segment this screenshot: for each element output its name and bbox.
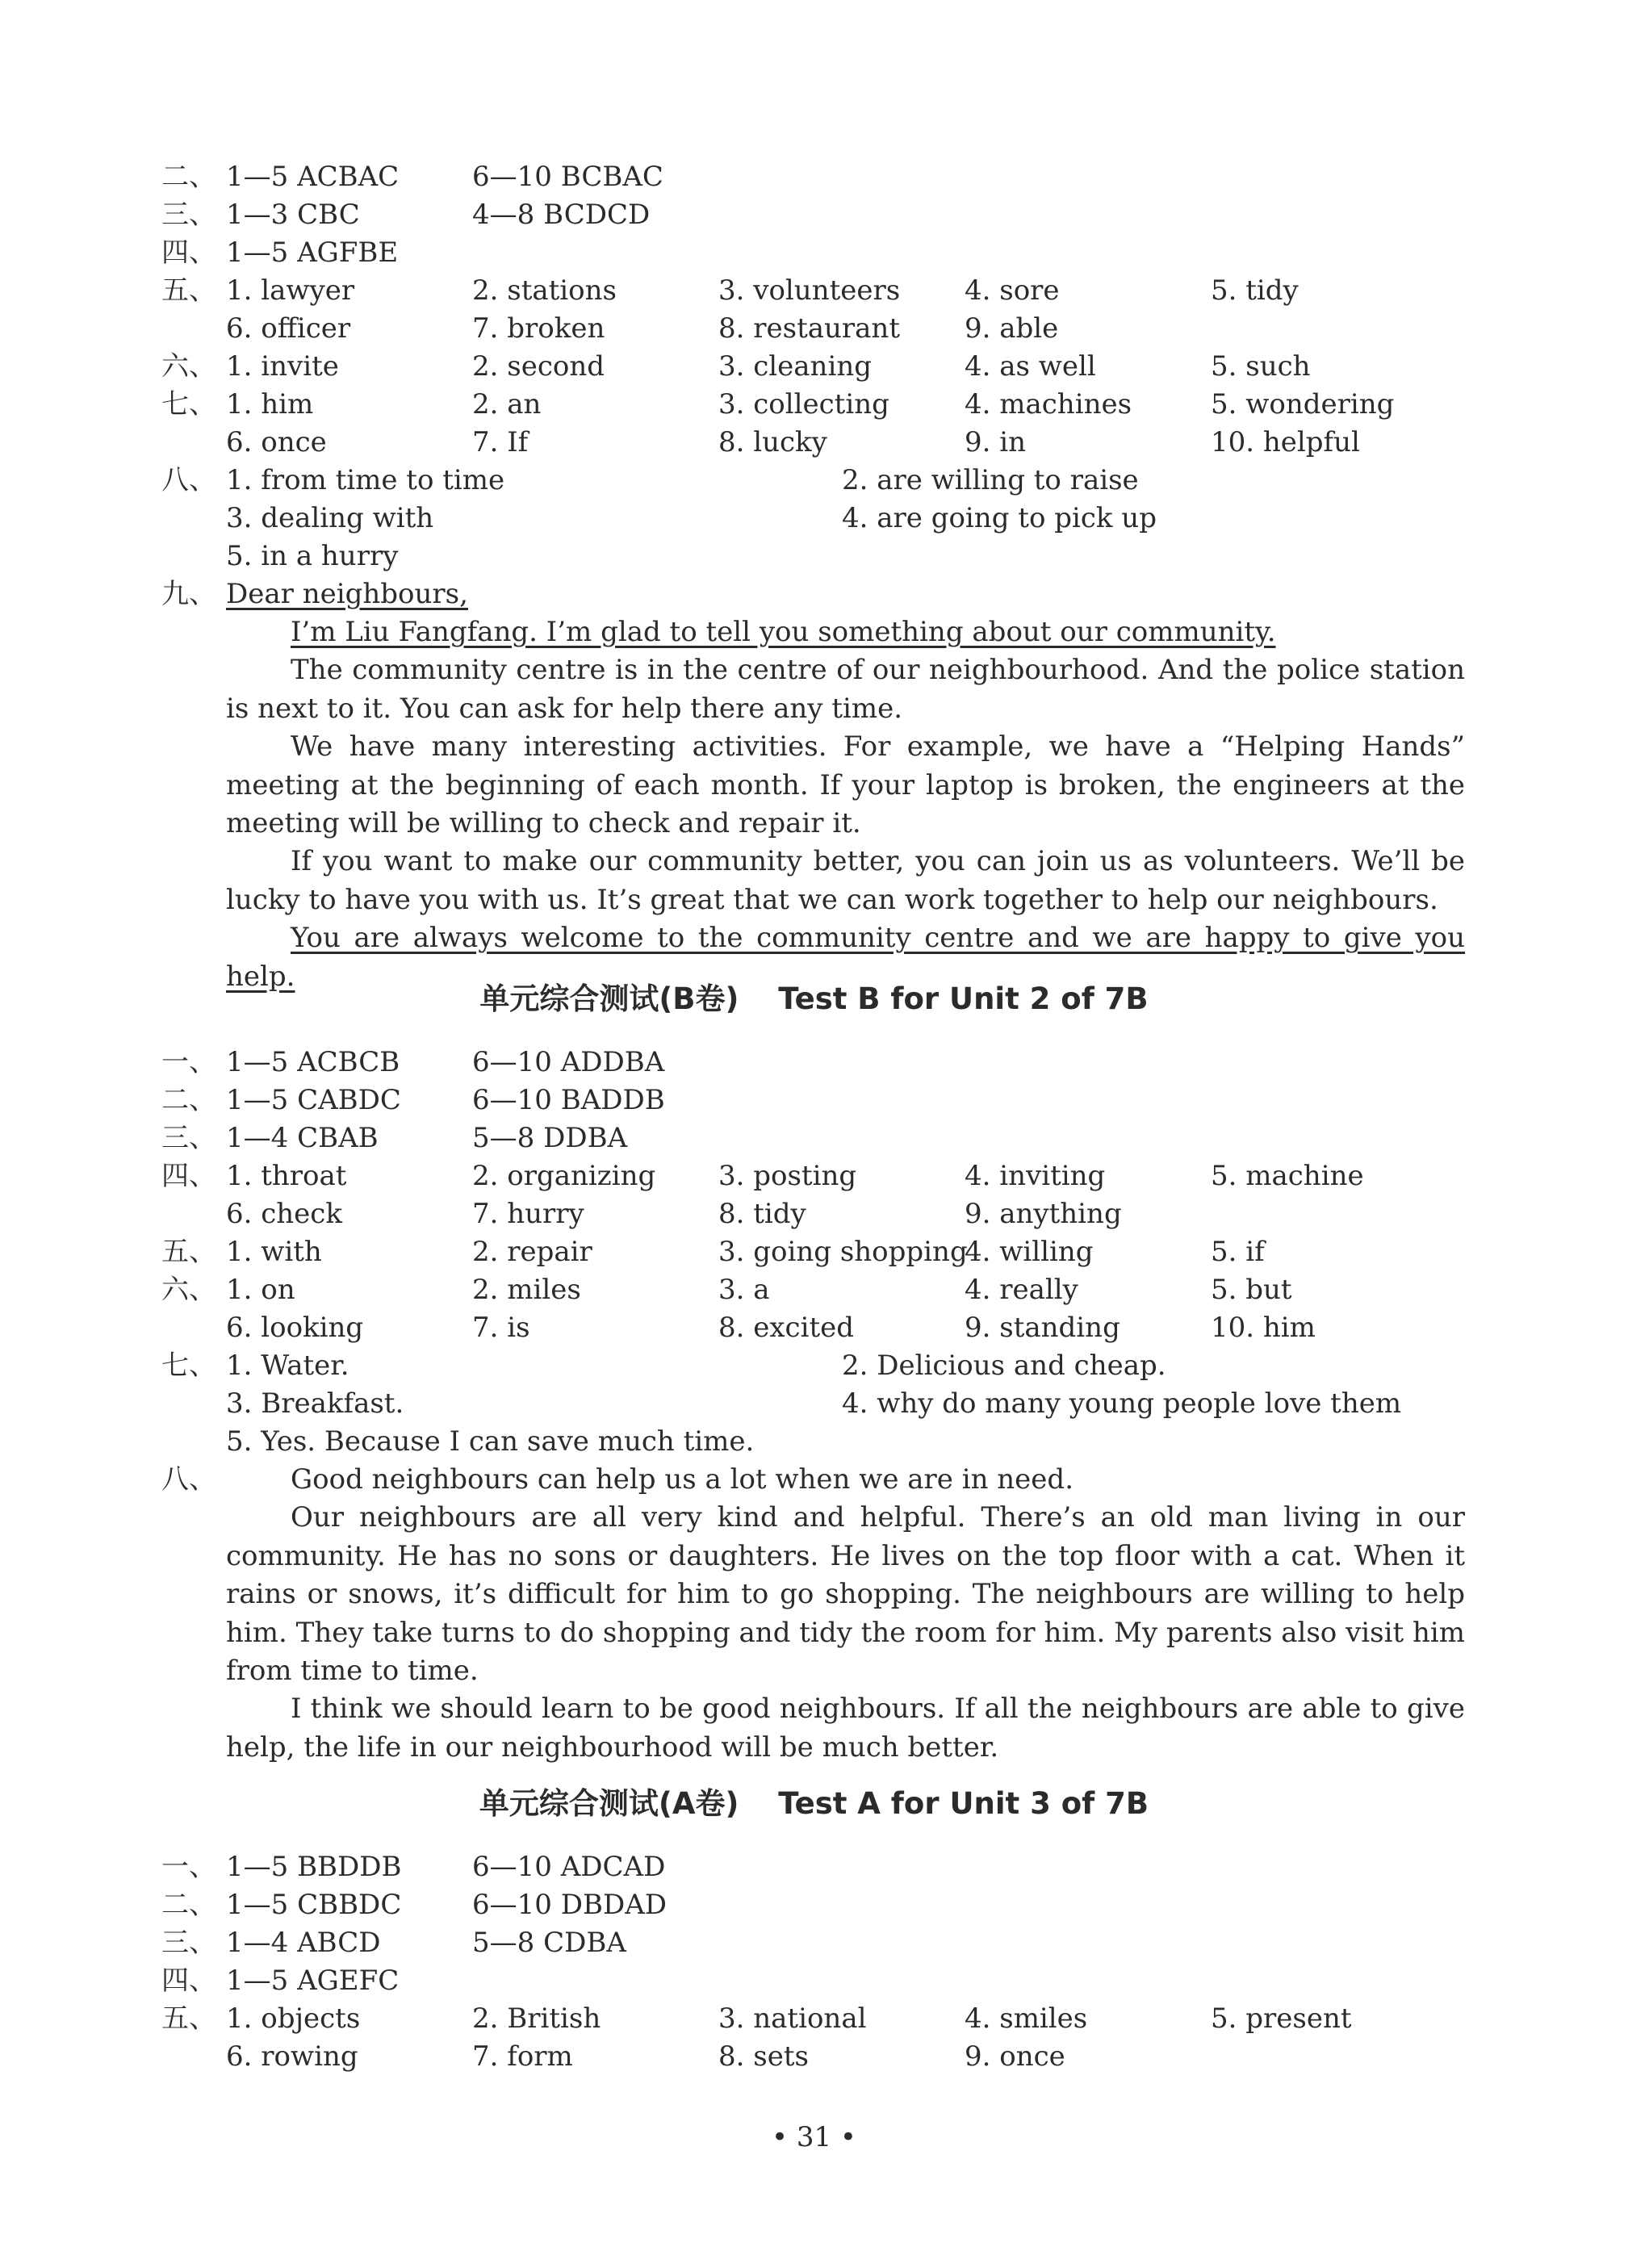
answer: 8. restaurant [718,312,900,345]
answer: 7. form [472,2040,573,2073]
answer: 5. but [1211,1274,1292,1306]
section-title-cn: 单元综合测试(A卷) [479,1786,739,1821]
answer: 4. as well [965,350,1096,383]
answer: 5—8 DDBA [472,1122,628,1154]
answer: 2. an [472,388,542,421]
essay-paragraph: If you want to make our community better, you can join us as volunteers. We’ll be lucky to have you with us. It’s great that we can work together to help our neighbours. [226,845,1465,916]
answer: 1. throat [226,1160,347,1192]
essay-paragraph: We have many interesting activities. For example, we have a “Helping Hands” meeting at the beginning of each month. If your laptop is broken, the engineers at the meeting will be willing to check and repair it. [226,730,1465,840]
answer: 2. British [472,2002,601,2035]
answer: 2. miles [472,1274,581,1306]
question-label: 三、 [161,1122,216,1154]
answer: 8. excited [718,1312,855,1344]
answer: 4. are going to pick up [842,502,1157,534]
question-label: 五、 [161,2002,216,2035]
answer: 2. Delicious and cheap. [842,1350,1166,1382]
answer: 1. lawyer [226,274,355,307]
answer: 1. invite [226,350,339,383]
section-title-en: Test A for Unit 3 of 7B [778,1786,1149,1821]
answer: 1—5 BBDDB [226,1851,402,1883]
answer: 5. Yes. Because I can save much time. [226,1425,755,1458]
answer: 7. broken [472,312,605,345]
answer: 4. sore [965,274,1060,307]
essay-paragraph: I think we should learn to be good neighbours. If all the neighbours are able to give help, the life in our neighbourhood will be much better. [226,1693,1465,1764]
answer: 1—5 ACBAC [226,161,400,193]
essay-paragraph: I’m Liu Fangfang. I’m glad to tell you something about our community. [291,616,1276,648]
answer: 3. posting [718,1160,857,1192]
question-label: 六、 [161,350,216,383]
answer: 3. dealing with [226,502,434,534]
answer: 6. check [226,1198,342,1230]
answer: 1. with [226,1236,322,1268]
answer: 9. once [965,2040,1065,2073]
answer: 4. inviting [965,1160,1106,1192]
answer: 7. If [472,426,529,458]
answer: 1—3 CBC [226,199,360,231]
answer: 5. such [1211,350,1311,383]
answer: 2. stations [472,274,617,307]
answer: 4. willing [965,1236,1094,1268]
answer: 1. him [226,388,314,421]
question-label: 五、 [161,274,216,307]
section-title [0,1784,1628,1824]
answer: 9. standing [965,1312,1120,1344]
answer: 5. machine [1211,1160,1364,1192]
essay-paragraph: You are always welcome to the community centre and we are happy to give you help. [226,922,1465,993]
answer: 2. are willing to raise [842,464,1139,496]
question-label: 七、 [161,388,216,421]
answer: 1. on [226,1274,295,1306]
answer: 4—8 BCDCD [472,199,651,231]
answer: 3. collecting [718,388,889,421]
section-title-en: Test B for Unit 2 of 7B [778,981,1149,1016]
question-label: 四、 [161,1160,216,1192]
answer: 2. repair [472,1236,592,1268]
answer: 5. wondering [1211,388,1395,421]
answer: 4. machines [965,388,1132,421]
answer: 3. cleaning [718,350,872,383]
answer: 8. sets [718,2040,809,2073]
answer: 1—5 CBBDC [226,1889,402,1921]
essay-paragraph: Good neighbours can help us a lot when we are in need. [291,1463,1073,1496]
answer: 1. from time to time [226,464,505,496]
answer: 9. anything [965,1198,1122,1230]
answer: 4. smiles [965,2002,1088,2035]
answer: 6. once [226,426,327,458]
question-label: 八、 [161,1463,216,1496]
question-label: 二、 [161,1889,216,1921]
answer: 5. if [1211,1236,1265,1268]
answer: 1. Water. [226,1350,349,1382]
question-label: 二、 [161,161,216,193]
question-label: 三、 [161,1927,216,1959]
answer: 3. a [718,1274,770,1306]
answer: 1—4 CBAB [226,1122,379,1154]
answer: 9. in [965,426,1027,458]
answer: 8. lucky [718,426,827,458]
question-label: 五、 [161,1236,216,1268]
essay-paragraph: Our neighbours are all very kind and helpful. There’s an old man living in our community. He has no sons or daughters. He lives on the top floor with a cat. When it rains or snows, it’s difficult for him to go shopping. The neighbours are willing to help him. They take turns to do shopping and tidy the room for him. My parents also visit him from time to time. [226,1501,1465,1688]
answer: 6—10 BADDB [472,1084,665,1116]
answer: 6—10 ADDBA [472,1046,665,1078]
question-label: 六、 [161,1274,216,1306]
question-label: 四、 [161,236,216,269]
answer: 3. Breakfast. [226,1387,404,1420]
answer: 5. present [1211,2002,1352,2035]
question-label: 一、 [161,1851,216,1883]
essay-body [226,613,1465,996]
answer: 3. volunteers [718,274,901,307]
answer: 5. in a hurry [226,540,399,572]
answer: 7. hurry [472,1198,584,1230]
answer: 10. him [1211,1312,1316,1344]
answer: 3. going shopping [718,1236,968,1268]
answer: 1—5 AGFBE [226,236,399,269]
answer: 1—5 ACBCB [226,1046,400,1078]
essay-body [226,1461,1465,1767]
answer: 1—5 AGEFC [226,1965,400,1997]
answer: 4. really [965,1274,1078,1306]
question-label: 二、 [161,1084,216,1116]
answer: 8. tidy [718,1198,806,1230]
answer: 5. tidy [1211,274,1299,307]
question-label: 一、 [161,1046,216,1078]
answer: 9. able [965,312,1059,345]
question-label: 三、 [161,199,216,231]
page-number: • 31 • [772,2121,856,2153]
answer: 6—10 BCBAC [472,161,663,193]
answer: 1. objects [226,2002,361,2035]
question-label: 八、 [161,464,216,496]
answer: 6. officer [226,312,351,345]
answer: 5—8 CDBA [472,1927,626,1959]
answer: 2. organizing [472,1160,656,1192]
question-label: 七、 [161,1350,216,1382]
question-label: 九、 [161,578,216,610]
section-title-cn: 单元综合测试(B卷) [479,981,739,1016]
answer: 2. second [472,350,605,383]
question-label: 四、 [161,1965,216,1997]
answer: 1—4 ABCD [226,1927,381,1959]
essay-paragraph: The community centre is in the centre of our neighbourhood. And the police station is next to it. You can ask for help there any time. [226,654,1465,725]
answer: 6—10 ADCAD [472,1851,666,1883]
answer: 7. is [472,1312,530,1344]
answer: 1—5 CABDC [226,1084,401,1116]
section-title [0,979,1628,1019]
essay-salutation: Dear neighbours, [226,578,468,610]
answer: 6—10 DBDAD [472,1889,668,1921]
answer: 6. rowing [226,2040,358,2073]
answer: 3. national [718,2002,867,2035]
answer: 4. why do many young people love them [842,1387,1402,1420]
answer: 6. looking [226,1312,364,1344]
answer: 10. helpful [1211,426,1360,458]
